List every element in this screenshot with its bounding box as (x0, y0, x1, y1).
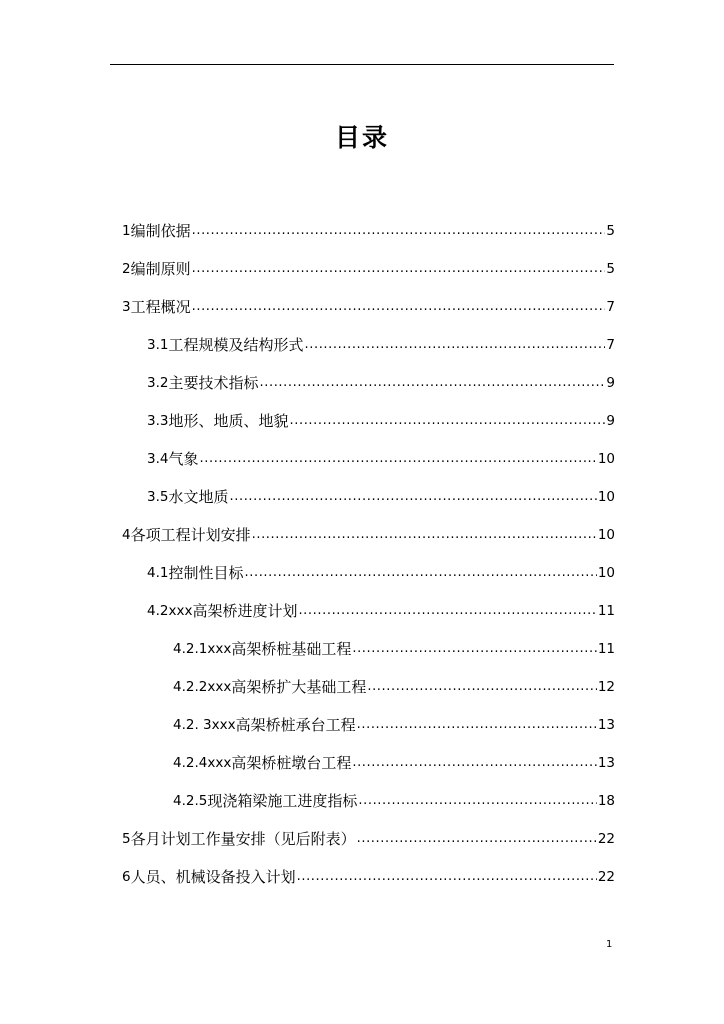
page-title: 目录 (334, 123, 389, 152)
toc-entry[interactable] (147, 363, 615, 393)
toc-entry-page: 22 (597, 869, 615, 885)
toc-entry-label: 高架桥进度计划 (192, 602, 298, 620)
toc-entry-page: 22 (597, 831, 615, 847)
toc-dot-leader (200, 449, 597, 469)
toc-entry-page: 10 (597, 527, 615, 543)
toc-entry-number: 3.4 (147, 451, 169, 467)
toc-entry[interactable] (147, 477, 615, 507)
toc-entry[interactable] (122, 287, 615, 317)
toc-entry-label: 现浇箱梁施工进度指标 (207, 792, 358, 810)
toc-entry-page: 13 (597, 755, 615, 771)
toc-entry-label: 编制依据 (130, 222, 191, 240)
toc-entry[interactable] (173, 705, 615, 735)
toc-entry[interactable] (122, 515, 615, 545)
toc-entry-number: 4.2.4xxx (173, 755, 232, 771)
toc-entry[interactable] (147, 553, 615, 583)
toc-entry-page: 9 (606, 375, 615, 391)
toc-entry-number: 4.2.5 (173, 793, 208, 809)
toc-dot-leader (357, 715, 597, 735)
toc-entry-label: 气象 (168, 450, 199, 468)
toc-entry[interactable] (173, 667, 615, 697)
toc-entry[interactable] (122, 249, 615, 279)
toc-entry-number: 3.3 (147, 413, 169, 429)
toc-entry-label: 高架桥扩大基础工程 (231, 678, 367, 696)
toc-entry[interactable] (122, 819, 615, 849)
toc-entry-page: 10 (597, 451, 615, 467)
toc-entry-page: 10 (597, 489, 615, 505)
toc-entry-label: 各项工程计划安排 (130, 526, 251, 544)
toc-entry-page: 11 (597, 603, 615, 619)
toc-entry[interactable] (122, 857, 615, 887)
toc-dot-leader (245, 563, 597, 583)
toc-entry-label: 人员、机械设备投入计划 (130, 868, 296, 886)
toc-entry-number: 3.5 (147, 489, 169, 505)
toc-entry-page: 5 (606, 223, 615, 239)
toc-entry-number: 4.2.1xxx (173, 641, 232, 657)
toc-entry-number: 6 (122, 869, 131, 885)
toc-dot-leader (192, 259, 606, 279)
toc-entry-page: 12 (597, 679, 615, 695)
toc-entry-label: 高架桥桩墩台工程 (231, 754, 352, 772)
toc-dot-leader (297, 867, 597, 887)
toc-dot-leader (252, 525, 597, 545)
toc-entry[interactable] (147, 591, 615, 621)
toc-entry-number: 1 (122, 223, 131, 239)
toc-entry-number: 3 (122, 299, 131, 315)
toc-entry-page: 10 (597, 565, 615, 581)
toc-dot-leader (192, 297, 606, 317)
toc-entry-number: 2 (122, 261, 131, 277)
toc-entry[interactable] (173, 743, 615, 773)
toc-entry-number: 4 (122, 527, 131, 543)
toc-entry-page: 9 (606, 413, 615, 429)
toc-entry-number: 4.2. 3xxx (173, 717, 236, 733)
page-number: 1 (606, 939, 613, 950)
toc-entry-label: 控制性目标 (168, 564, 244, 582)
toc-entry-page: 11 (597, 641, 615, 657)
toc-dot-leader (367, 677, 596, 697)
toc-dot-leader (298, 601, 596, 621)
toc-entry-label: 主要技术指标 (168, 374, 259, 392)
toc-dot-leader (352, 639, 596, 659)
toc-entry-label: 工程概况 (130, 298, 191, 316)
toc-entry-label: 地形、地质、地貌 (168, 412, 289, 430)
header-rule (110, 64, 614, 65)
toc-entry[interactable] (147, 401, 615, 431)
toc-entry-page: 5 (606, 261, 615, 277)
toc-entry-number: 3.1 (147, 337, 169, 353)
toc-entry[interactable] (147, 439, 615, 469)
toc-entry[interactable] (147, 325, 615, 355)
toc-dot-leader (357, 829, 597, 849)
toc-dot-leader (352, 753, 596, 773)
toc-dot-leader (358, 791, 596, 811)
toc-entry-page: 13 (597, 717, 615, 733)
toc-entry-label: 各月计划工作量安排（见后附表） (130, 830, 356, 848)
toc-entry-page: 7 (606, 337, 615, 353)
toc-entry-number: 5 (122, 831, 131, 847)
toc-entry-label: 高架桥桩基础工程 (231, 640, 352, 658)
toc-entry-label: 高架桥桩承台工程 (235, 716, 356, 734)
toc-dot-leader (260, 373, 606, 393)
toc-entry[interactable] (173, 629, 615, 659)
toc-dot-leader (192, 221, 606, 241)
toc-dot-leader (305, 335, 606, 355)
toc-entry-number: 4.2.2xxx (173, 679, 232, 695)
toc-dot-leader (290, 411, 606, 431)
toc-entry-number: 4.1 (147, 565, 169, 581)
toc-entry-number: 4.2xxx (147, 603, 193, 619)
toc-entry-page: 18 (597, 793, 615, 809)
toc-entry[interactable] (122, 211, 615, 241)
toc-entry[interactable] (173, 781, 615, 811)
toc-entry-label: 水文地质 (168, 488, 229, 506)
toc-entry-label: 工程规模及结构形式 (168, 336, 304, 354)
toc-dot-leader (230, 487, 597, 507)
toc-entry-label: 编制原则 (130, 260, 191, 278)
toc-entry-page: 7 (606, 299, 615, 315)
toc-entry-number: 3.2 (147, 375, 169, 391)
